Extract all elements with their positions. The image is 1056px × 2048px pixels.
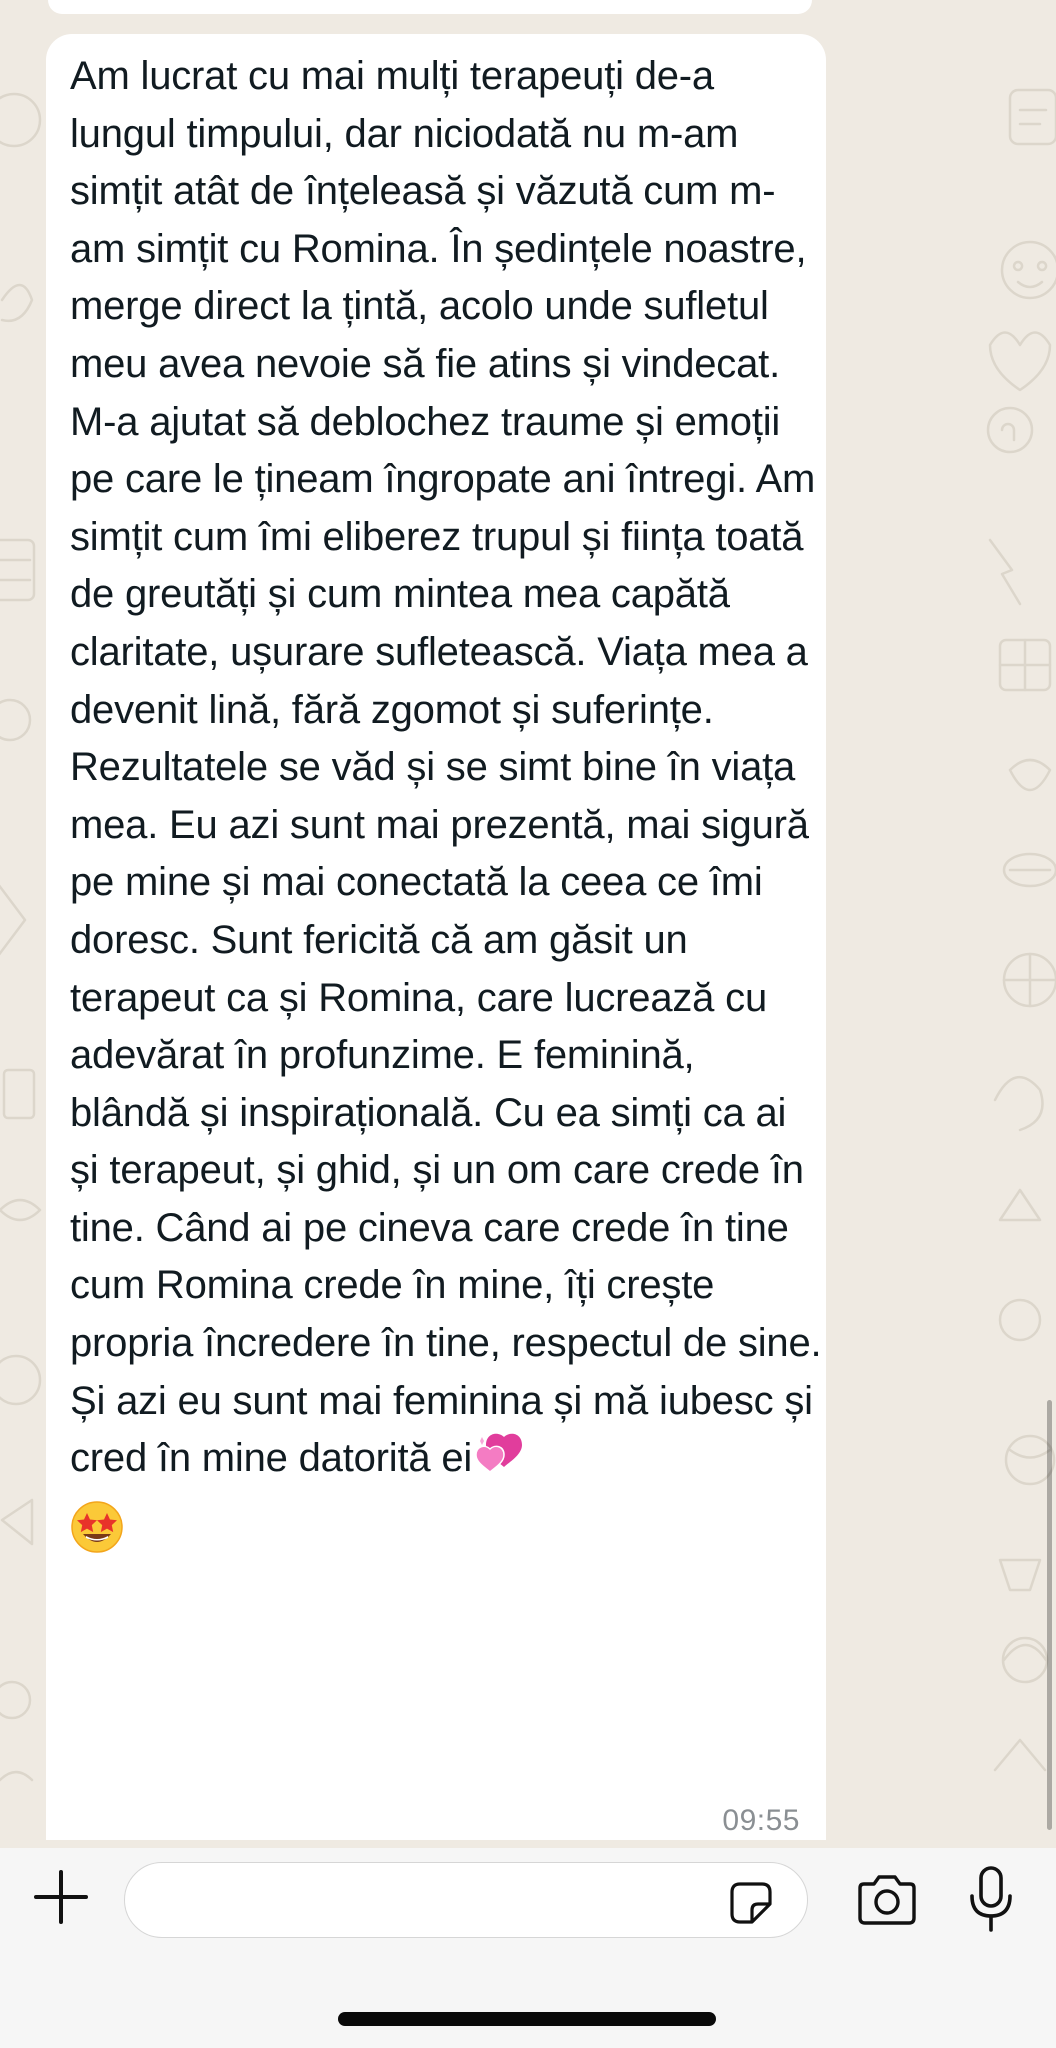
star-struck-emoji xyxy=(70,1500,124,1554)
scrollbar[interactable] xyxy=(1047,1400,1052,1830)
plus-icon[interactable] xyxy=(30,1866,92,1928)
two-hearts-emoji xyxy=(472,1431,526,1496)
microphone-icon[interactable] xyxy=(966,1864,1016,1934)
camera-icon[interactable] xyxy=(854,1872,920,1928)
message-bubble[interactable] xyxy=(46,34,826,1840)
home-indicator[interactable] xyxy=(338,2012,716,2026)
message-input[interactable] xyxy=(124,1862,808,1938)
previous-message-bubble-edge xyxy=(48,0,812,14)
message-text xyxy=(70,48,822,1554)
message-timestamp: 09:55 xyxy=(722,1804,800,1837)
message-body: Am lucrat cu mai mulți terapeuți de-a lungul timpului, dar niciodată nu m-am simțit atât de înțeleasă și văzută cum m-am simțit cu Romina. În ședințele noastre, merge direct la țintă, acolo unde sufletul meu avea nevoie să fie atins și vindecat. M-a ajutat să deblochez traume și emoții pe care le țineam îngropate ani întregi. Am simțit cum îmi eliberez trupul și ființa toată de greutăți și cum mintea mea capătă claritate, ușurare sufletească. Viața mea a devenit lină, fără zgomot și suferințe. Rezultatele se văd și se simt bine în viața mea. Eu azi sunt mai prezentă, mai sigură pe mine și mai conectată la ceea ce îmi doresc. Sunt fericită că am găsit un terapeut ca și Romina, care lucrează cu adevărat în profunzime. E feminină, blândă și inspirațională. Cu ea simți ca ai și terapeut, și ghid, și un om care crede în tine. Când ai pe cineva care crede în tine cum Romina crede în mine, îți crește propria încredere în tine, respectul de sine. Și azi eu sunt mai feminina și mă iubesc și cred în mine datorită ei xyxy=(70,54,822,1481)
sticker-icon[interactable] xyxy=(724,1876,778,1930)
